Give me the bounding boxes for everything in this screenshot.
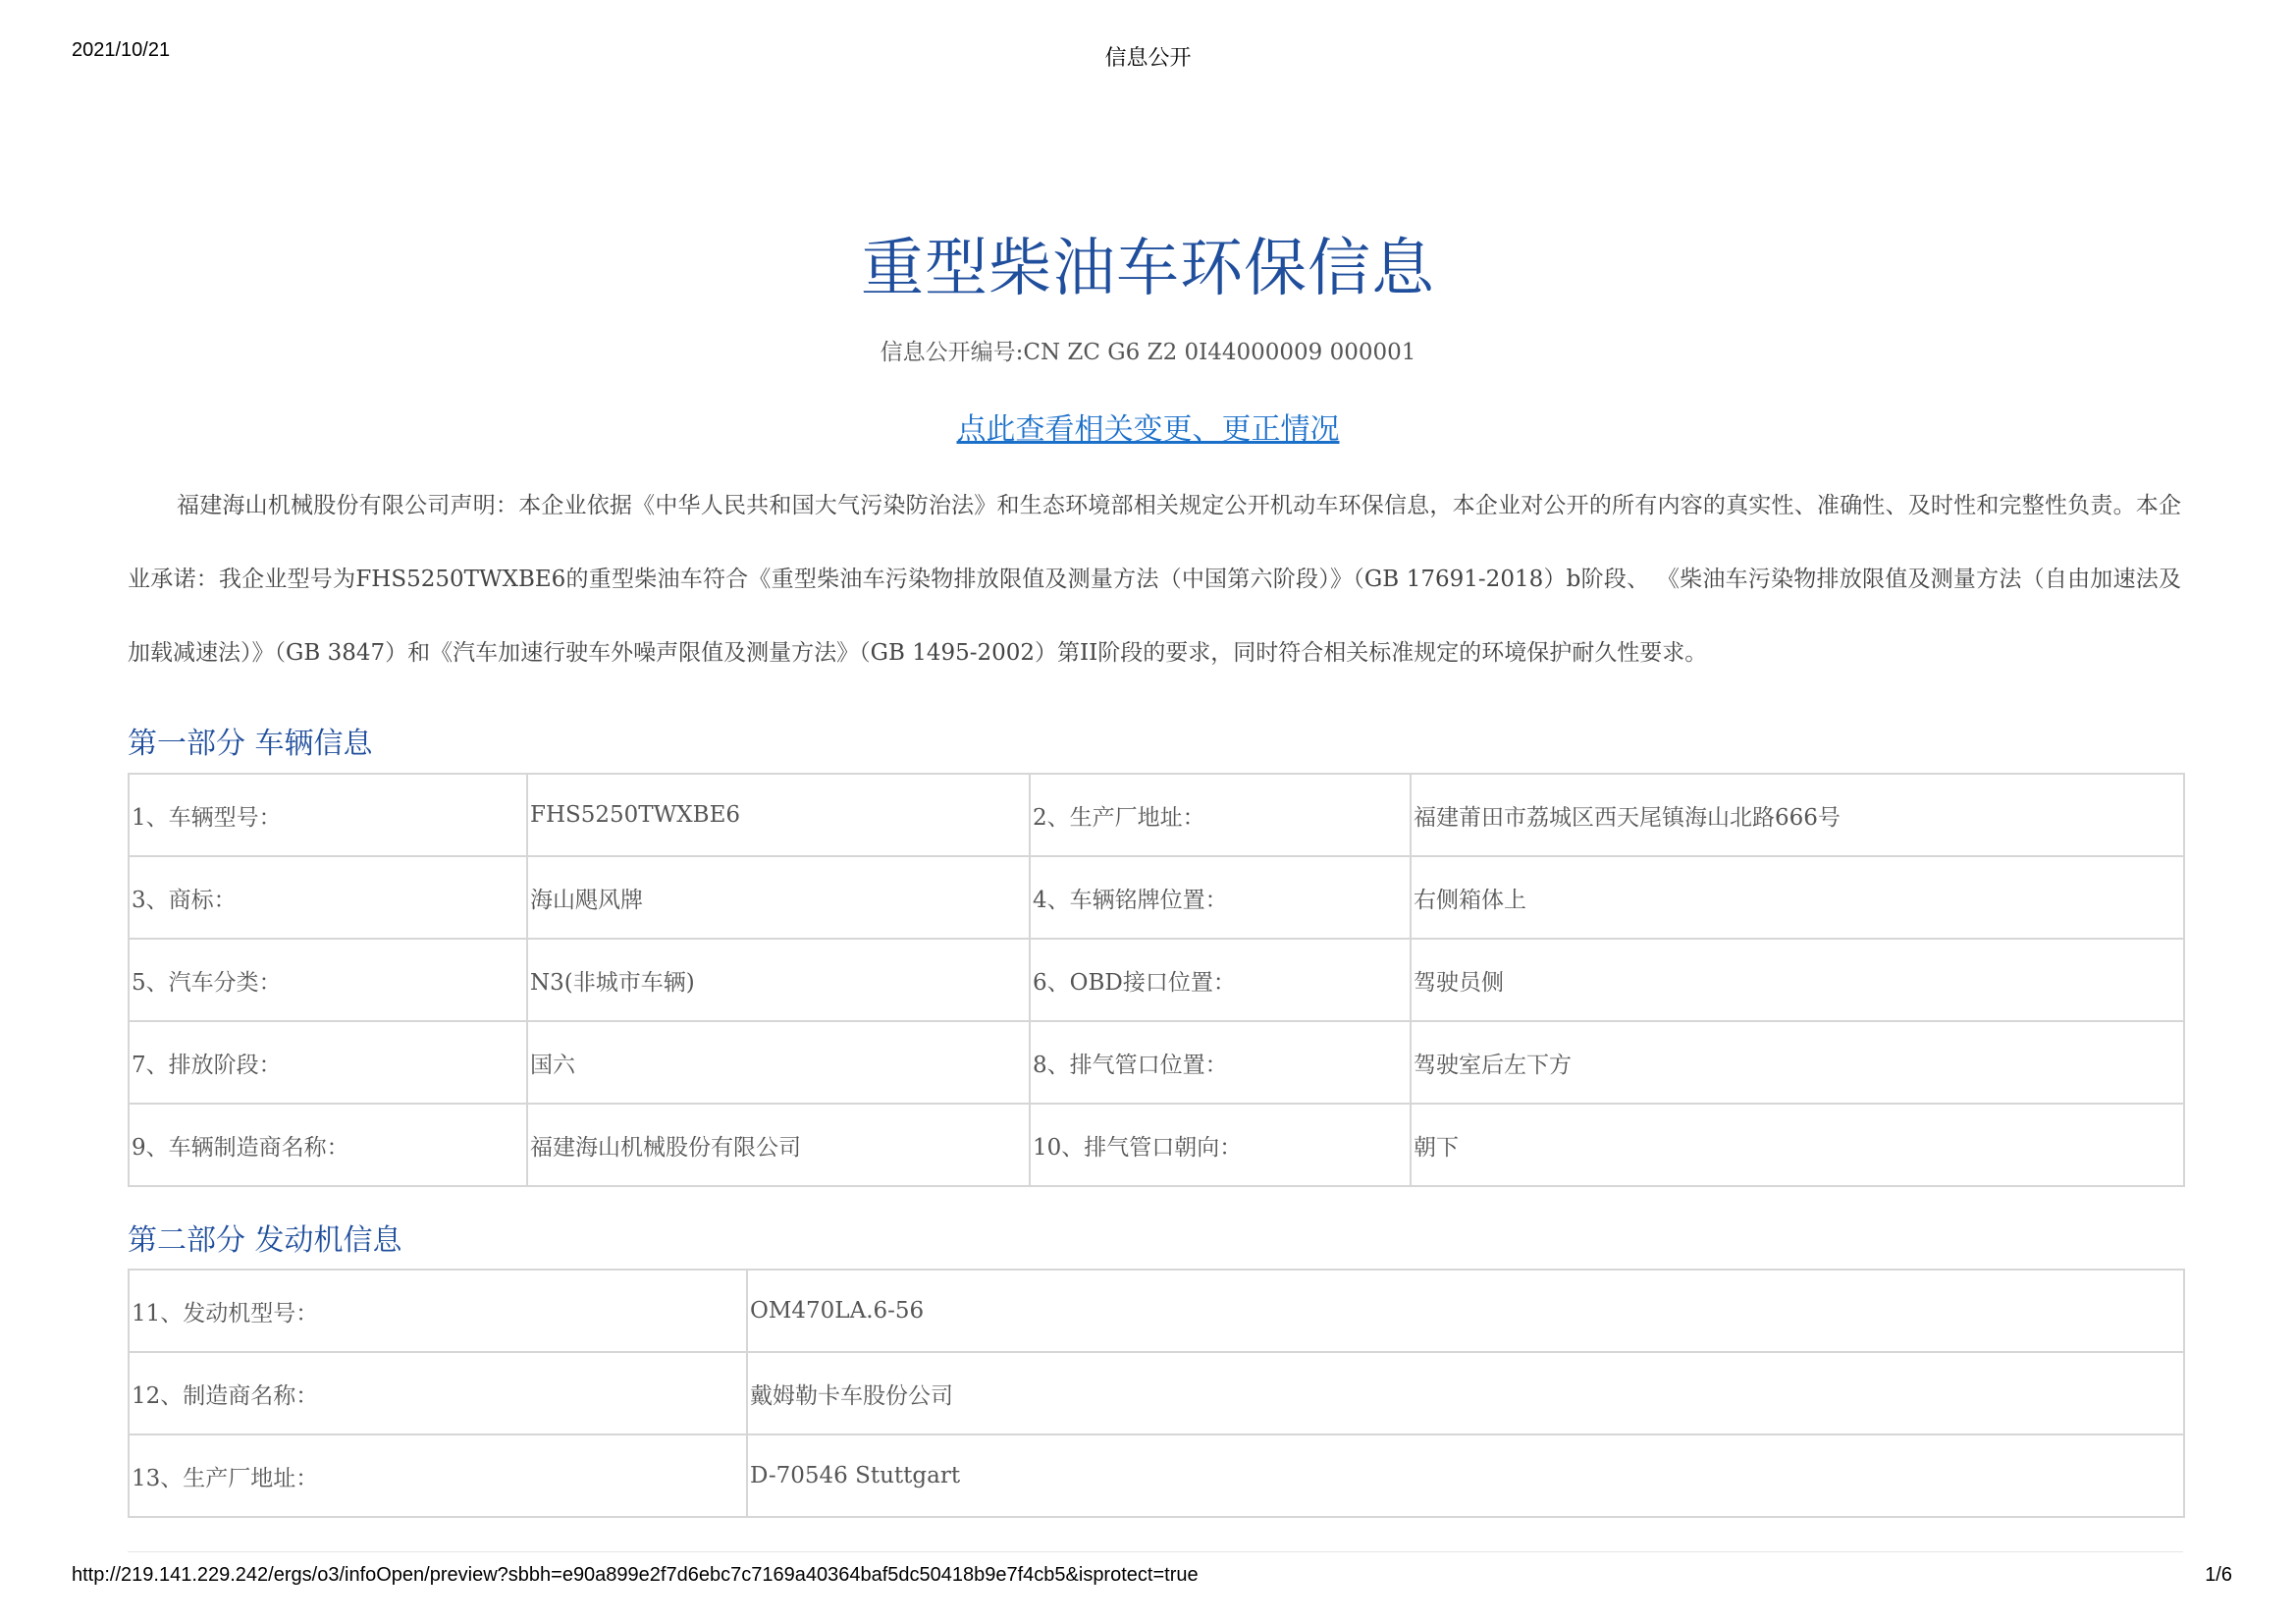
vehicle-info-table — [128, 773, 2185, 1187]
field-label: 6、OBD接口位置： — [1030, 939, 1411, 1021]
field-label: 10、排气管口朝向： — [1030, 1104, 1411, 1186]
table-row — [129, 1434, 2184, 1517]
field-label: 1、车辆型号： — [129, 774, 527, 856]
page-title: 重型柴油车环保信息 — [861, 233, 1435, 305]
field-value: D-70546 Stuttgart — [747, 1434, 2184, 1517]
field-label: 9、车辆制造商名称： — [129, 1104, 527, 1186]
print-header-title: 信息公开 — [1104, 46, 1192, 71]
field-value: OM470LA.6-56 — [747, 1270, 2184, 1352]
field-label: 4、车辆铭牌位置： — [1030, 856, 1411, 939]
field-value: 福建莆田市荔城区西天尾镇海山北路666号 — [1411, 774, 2184, 856]
company-statement: 福建海山机械股份有限公司声明：本企业依据《中华人民共和国大气污染防治法》和生态环境部相关规定公开机动车环保信息，本企业对公开的所有内容的真实性、准确性、及时性和完整性负责。本企业承诺：我企业型号为FHS5250TWXBE6的重型柴油车符合《重型柴油车污染物排放限值及测量方法（中国第六阶段）》（GB 17691-2018）b阶段、 《柴油车污染物排放限值及测量方法（自由加速法及加载减速法）》（GB 3847）和《汽车加速行驶车外噪声限值及测量方法》（GB 1495-2002）第II阶段的要求，同时符合相关标准规定的环境保护耐久性要求。 — [128, 493, 2181, 666]
page-number: 1/6 — [2205, 1564, 2232, 1586]
table-row — [129, 856, 2184, 939]
field-value: 右侧箱体上 — [1411, 856, 2184, 939]
table-row — [129, 774, 2184, 856]
table-row — [129, 1270, 2184, 1352]
field-label: 8、排气管口位置： — [1030, 1021, 1411, 1104]
table-row — [129, 1104, 2184, 1186]
field-value: 国六 — [527, 1021, 1030, 1104]
table-row — [129, 1021, 2184, 1104]
field-label: 3、商标： — [129, 856, 527, 939]
print-date: 2021/10/21 — [72, 39, 171, 61]
field-value: 驾驶室后左下方 — [1411, 1021, 2184, 1104]
field-value: 海山飓风牌 — [527, 856, 1030, 939]
footer-divider — [128, 1551, 2183, 1552]
field-value: FHS5250TWXBE6 — [527, 774, 1030, 856]
field-label: 7、排放阶段： — [129, 1021, 527, 1104]
info-disclosure-number: 信息公开编号:CN ZC G6 Z2 0I44000009 000001 — [880, 340, 1416, 365]
change-history-link[interactable]: 点此查看相关变更、更正情况 — [956, 412, 1340, 447]
engine-info-table — [128, 1269, 2185, 1518]
field-label: 2、生产厂地址： — [1030, 774, 1411, 856]
field-value: N3(非城市车辆) — [527, 939, 1030, 1021]
field-label: 12、制造商名称： — [129, 1352, 747, 1434]
field-value: 驾驶员侧 — [1411, 939, 2184, 1021]
section-engine-info-title: 第二部分 发动机信息 — [128, 1223, 402, 1258]
field-label: 11、发动机型号： — [129, 1270, 747, 1352]
field-label: 5、汽车分类： — [129, 939, 527, 1021]
field-value: 朝下 — [1411, 1104, 2184, 1186]
section-vehicle-info-title: 第一部分 车辆信息 — [128, 727, 373, 761]
table-row — [129, 939, 2184, 1021]
field-value: 戴姆勒卡车股份公司 — [747, 1352, 2184, 1434]
field-value: 福建海山机械股份有限公司 — [527, 1104, 1030, 1186]
table-row — [129, 1352, 2184, 1434]
print-footer-url: http://219.141.229.242/ergs/o3/infoOpen/preview?sbbh=e90a899e2f7d6ebc7c7169a40364baf5dc50418b9e7f4cb5&isprotect=true — [72, 1564, 1199, 1586]
field-label: 13、生产厂地址： — [129, 1434, 747, 1517]
